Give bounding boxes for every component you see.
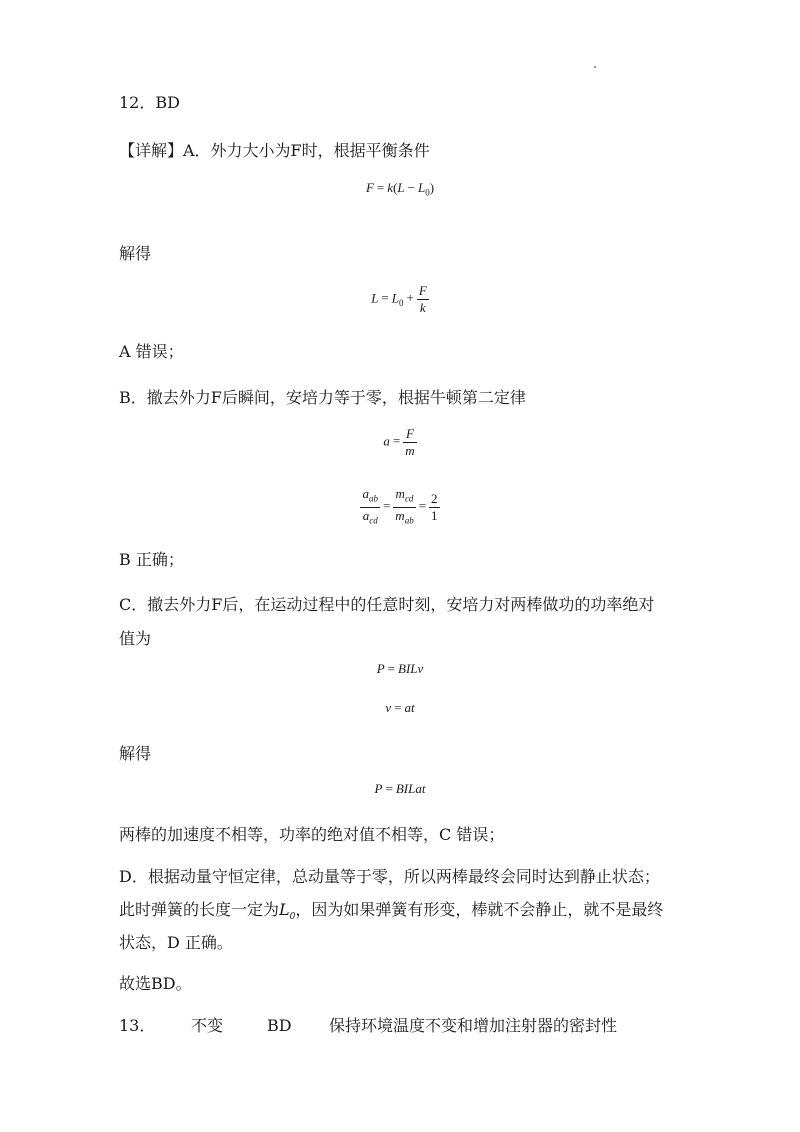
- equation-power-result: P = BILat: [374, 781, 426, 796]
- question-13-answer-2: BD: [267, 1016, 292, 1035]
- equation-power: P = BILv: [376, 661, 424, 676]
- scan-mark: [594, 66, 596, 68]
- result-c: 两棒的加速度不相等，功率的绝对值不相等，C 错误；: [119, 825, 505, 844]
- explanation-b: B．撤去外力F后瞬间，安培力等于零，根据牛顿第二定律: [119, 388, 526, 407]
- conclusion: 故选BD。: [119, 974, 192, 993]
- result-a: A 错误；: [119, 342, 184, 361]
- solve-label-1: 解得: [119, 244, 152, 263]
- question-12-heading: 12．BD: [119, 93, 180, 112]
- question-13-answer-3: 保持环境温度不变和增加注射器的密封性: [329, 1016, 618, 1035]
- explanation-d-line1: D．根据动量守恒定律，总动量等于零，所以两棒最终会同时达到静止状态；: [119, 867, 660, 886]
- explanation-c-line2: 值为: [119, 629, 152, 648]
- question-13-answers: [119, 1016, 679, 1036]
- question-13-number: 13．: [119, 1016, 156, 1035]
- symbol-l: L: [279, 900, 290, 919]
- explanation-d-line3: 状态，D 正确。: [119, 933, 233, 952]
- solve-label-2: 解得: [119, 744, 152, 763]
- explanation-a: 【详解】A．外力大小为F时，根据平衡条件: [119, 141, 430, 160]
- equation-velocity: v = at: [385, 700, 415, 715]
- equation-acceleration: a = $\frac{F}{m}$: [383, 426, 415, 458]
- equation-length: $L = L_0$ + $\frac{F}{k}$: [371, 283, 427, 315]
- result-b: B 正确；: [119, 550, 184, 569]
- equation-force-balance: $F = k(L - L_0)$: [365, 180, 435, 198]
- explanation-c-line1: C．撤去外力F后，在运动过程中的任意时刻，安培力对两棒做功的功率绝对: [119, 595, 655, 614]
- question-13-answer-1: 不变: [191, 1016, 224, 1035]
- equation-ratio: $\frac{a_{ab}}{a_{cd}}$ = $\frac{m_{cd}}{m_{ab}}$ = $\frac{2}{1}$: [362, 486, 438, 526]
- explanation-d-line2: 此时弹簧的长度一定为$L_0$，因为如果弹簧有形变，棒就不会静止，就不是最终: [119, 900, 664, 923]
